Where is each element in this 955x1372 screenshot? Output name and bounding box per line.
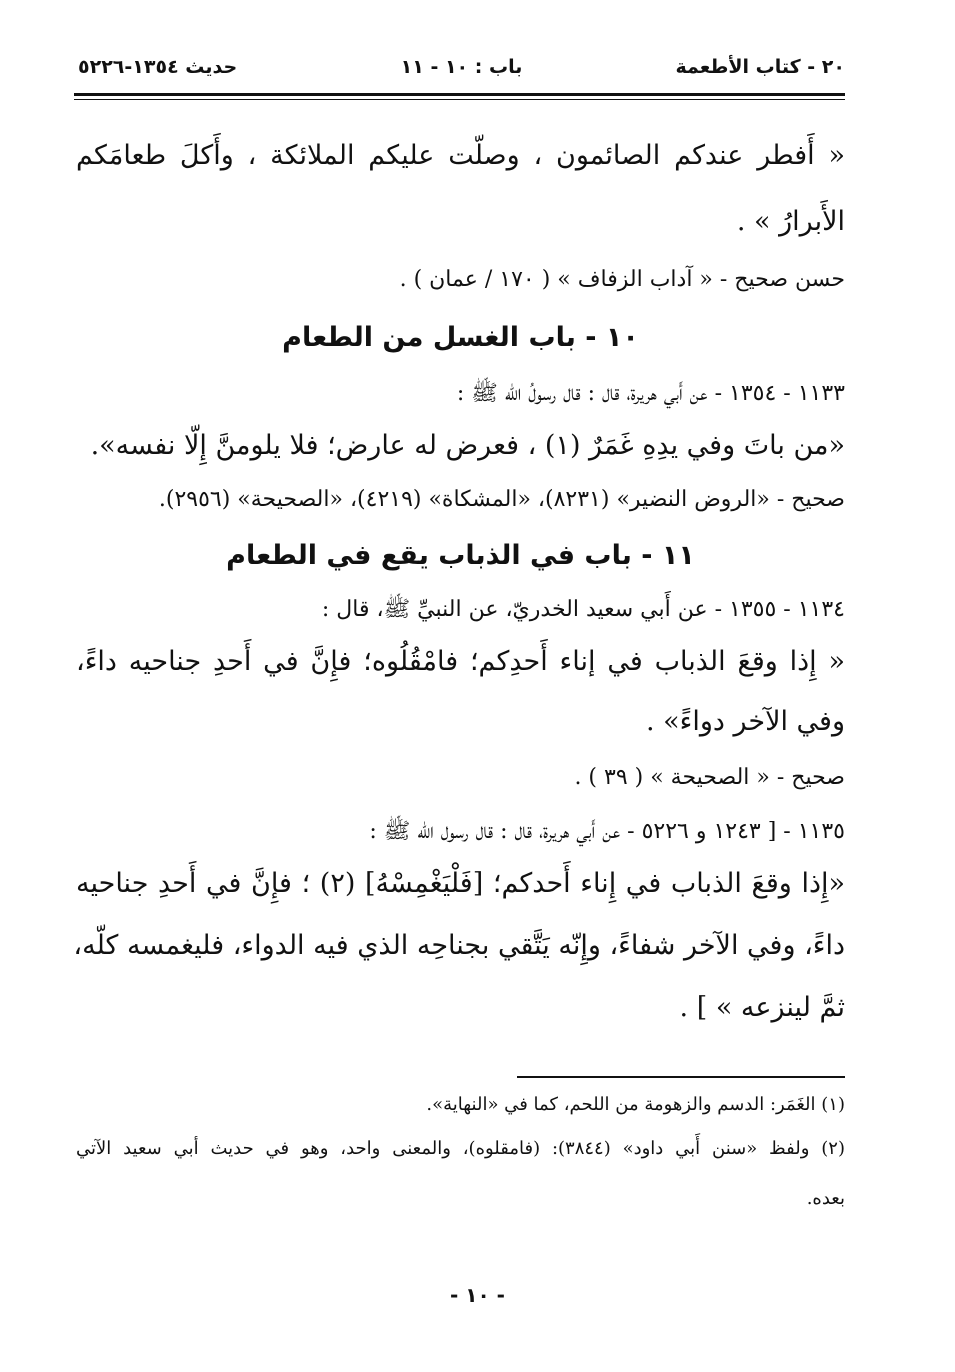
- page-number: - ١٠ -: [450, 1283, 505, 1307]
- quote-line-1: « أَفطر عندكم الصائمون ، وصلّت عليكم الملائكة ، وأَكلَ طعامَكم: [76, 140, 845, 171]
- header-rule-thin: [74, 99, 845, 100]
- header-hadith-range: حديث ١٣٥٤-٥٢٢٦: [78, 56, 238, 78]
- chapter-heading-11: ١١ - باب في الذباب يقع في الطعام: [226, 540, 695, 571]
- header-book-title: ٢٠ - كتاب الأطعمة: [675, 56, 845, 78]
- running-header: [78, 56, 845, 92]
- header-rule-thick: [74, 93, 845, 96]
- quote-line-2: الأَبرارُ » .: [736, 206, 845, 237]
- hadith-1135-heading: ١١٣٥ - [ ١٢٤٣ و ٥٢٢٦ - عن أَبي هريرة، قال : قال رسول الله ﷺ :: [369, 819, 845, 844]
- hadith-1135-line-1: «إِذا وقعَ الذباب في إِناء أَحدكم؛ [فَلْيَغْمِسْهُ] (٢) ؛ فإِنَّ في أَحدِ جناحيه: [76, 868, 845, 899]
- footnote-1: (١) الغَمَر: الدسم والزهومة من اللحم، كما في «النهاية».: [426, 1094, 845, 1115]
- main-text: [73, 116, 845, 1028]
- hadith-1134-line-2: وفي الآخر دواءً» .: [645, 706, 845, 737]
- hadith-1133-text: «من باتَ وفي يدِهِ غَمَرٌ (١) ، فعرض له عارض؛ فلا يلومنَّ إِلّا نفسه».: [90, 430, 845, 461]
- hadith-1135-line-2: داءً، وفي الآخر شفاءً، وإِنّه يَتَّقي بجناحِه الذي فيه الدواء، فليغمسه كلّه،: [73, 930, 845, 961]
- grade-line-3: صحيح - « الصحيحة » ( ٣٩ ) .: [574, 765, 845, 790]
- hadith-1135-line-3: ثمَّ لينزعه » ] .: [679, 992, 845, 1023]
- footnotes: [76, 1088, 845, 1216]
- footnote-2-line-2: بعده.: [806, 1188, 845, 1209]
- footnote-separator: [517, 1076, 845, 1078]
- hadith-1134-line-1: « إِذا وقعَ الذباب في إناء أَحدِكم؛ فامْقُلُوه؛ فإِنَّ في أَحدِ جناحيه داءً،: [76, 646, 845, 677]
- header-chapter-range: باب : ١٠ - ١١: [400, 56, 523, 78]
- grade-line-1: حسن صحيح - « آداب الزفاف » ( ١٧٠ / عمان ) .: [399, 267, 845, 292]
- hadith-1133-heading: ١١٣٣ - ١٣٥٤ - عن أَبي هريرة، قال : قال رسولُ الله ﷺ :: [456, 381, 845, 406]
- hadith-1134-heading: ١١٣٤ - ١٣٥٥ - عن أَبي سعيد الخدريّ، عن النبيِّ ﷺ، قال :: [321, 597, 845, 622]
- grade-line-2: صحيح - «الروض النضير» (٨٢٣١)، «المشكاة» (٤٢١٩)، «الصحيحة» (٢٩٥٦).: [158, 487, 845, 512]
- chapter-heading-10: ١٠ - باب الغسل من الطعام: [282, 322, 639, 353]
- footnote-2-line-1: (٢) ولفظ «سنن أَبي داود» (٣٨٤٤): (فامقلوه)، والمعنى واحد، وهو في حديث أبي سعيد الآتي: [76, 1138, 845, 1159]
